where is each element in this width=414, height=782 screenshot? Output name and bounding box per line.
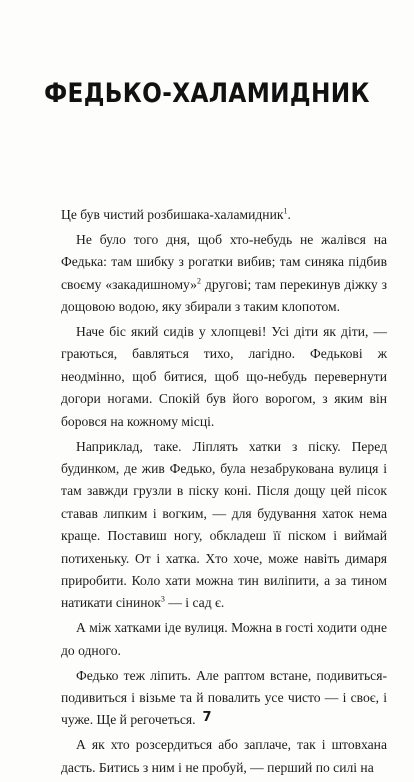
footnote-marker-2: 2 <box>196 276 201 286</box>
paragraph-4: Наприклад, таке. Ліплять хатки з піску. Перед будинком, де жив Федько, була незабрукована вулиця і там завжди грузли в піску коні. Після дощу цей пісок ставав липким і вогким, — для будування хаток нема краще. Поставиш ногу, обкладеш її піском і виймай потихеньку. От і хатка. Хто хоче, може навіть димаря приробити. Коло хати можна тин виліпити, а за тином натикати сінинок$^3$ — і сад є. <box>61 438 387 611</box>
footnote-marker-1: 1 <box>283 206 288 216</box>
chapter-body <box>61 204 387 782</box>
paragraph-7: А як хто розсердиться або заплаче, так і штовхана дасть. Битись з ним і не пробуй, — перший по силі на <box>61 737 387 775</box>
paragraph-3: Наче біс який сидів у хлопцеві! Усі діти як діти, — граються, бавляться тихо, лагідно. Федькові ж неодмінно, щоб битися, щоб що-небудь перевернути догори ногами. Спокій був його ворогом, з яким він боровся на кожному місці. <box>61 324 387 429</box>
paragraph-2: Не було того дня, щоб хто-небудь не жалівся на Федька: там шибку з рогатки вибив; там синяка підбив своєму «закадишному»$^2$ другові; там перекинув діжку з дощовою водою, яку збирали з таким клопотом. <box>61 231 387 315</box>
chapter-title: ФЕДЬКО-ХАЛАМИДНИК <box>44 78 370 109</box>
paragraph-6: Федько теж ліпить. Але раптом встане, подивиться-подивиться і візьме та й повалить усе чисто — і своє, і чуже. Ще й регочеться. <box>61 667 387 728</box>
page-number: 7 <box>202 710 212 725</box>
paragraph-1: Це був чистий розбишака-халамидник$^1$. <box>61 206 291 222</box>
footnote-marker-3: 3 <box>160 594 165 604</box>
paragraph-5: А між хатками іде вулиця. Можна в гості ходити одне до одного. <box>61 620 387 658</box>
